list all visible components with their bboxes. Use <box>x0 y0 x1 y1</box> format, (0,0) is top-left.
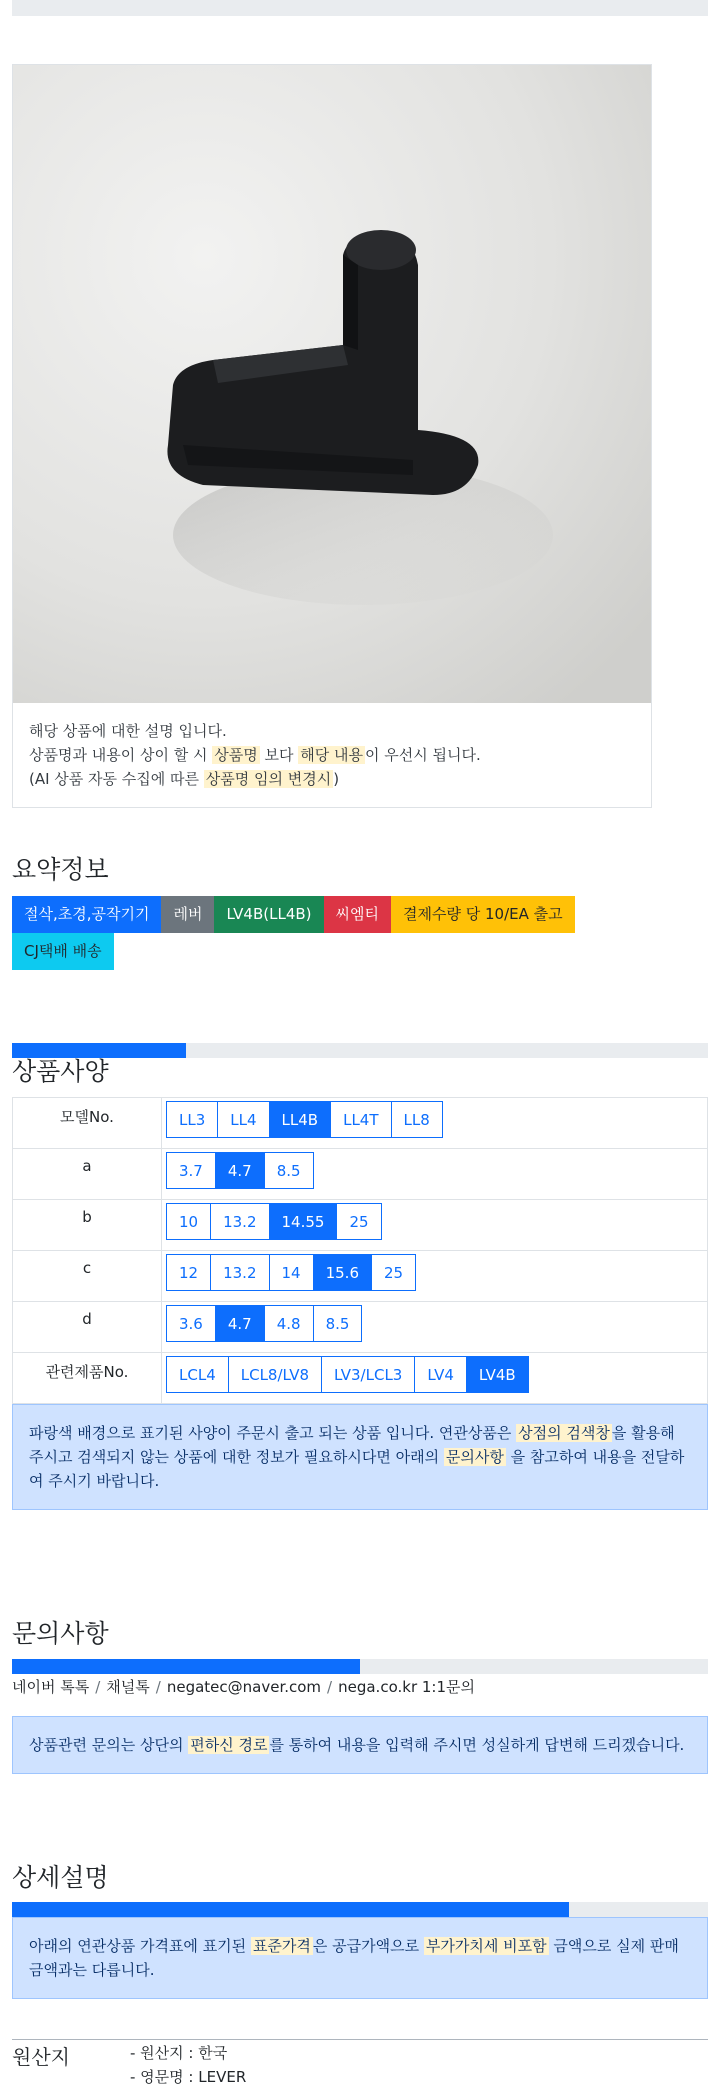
inquiry-title: 문의사항 <box>12 1619 109 1648</box>
inquiry-progress-fill <box>12 1659 360 1674</box>
note-text: 은 공급가액으로 <box>312 1937 424 1955</box>
contact-site-inquiry[interactable]: nega.co.kr 1:1문의 <box>338 1678 475 1696</box>
spec-option-button[interactable]: LL3 <box>166 1101 218 1138</box>
spec-options <box>162 1098 708 1149</box>
spec-option-button[interactable]: 4.8 <box>264 1305 314 1342</box>
highlight: 상품명 임의 변경시 <box>205 770 332 788</box>
spec-option-button[interactable]: 13.2 <box>210 1203 269 1240</box>
spec-option-button[interactable]: 12 <box>166 1254 211 1291</box>
spec-option-button[interactable]: 25 <box>336 1203 381 1240</box>
spec-option-button[interactable]: LCL8/LV8 <box>228 1356 322 1393</box>
spec-option-button[interactable]: LL4 <box>217 1101 269 1138</box>
desc-text: 상품명과 내용이 상이 할 시 <box>29 746 213 764</box>
note-text: 을 참고하여 내용을 전달하여 주시기 바랍니다. <box>29 1448 685 1490</box>
option-group <box>166 1152 703 1189</box>
badge-shipping: CJ택배 배송 <box>12 933 114 970</box>
spec-option-button[interactable]: LCL4 <box>166 1356 229 1393</box>
specs-progress <box>12 1043 708 1058</box>
option-group <box>166 1305 703 1342</box>
spec-row <box>13 1353 708 1404</box>
origin-country: - 원산지 : 한국 <box>130 2044 228 2062</box>
spec-option-button[interactable]: LL4B <box>269 1101 332 1138</box>
inquiry-note <box>12 1716 708 1774</box>
detail-title: 상세설명 <box>12 1863 109 1892</box>
separator: / <box>327 1678 333 1696</box>
spec-row <box>13 1098 708 1149</box>
badge-type: 레버 <box>161 896 214 933</box>
spec-option-button[interactable]: 4.7 <box>215 1152 265 1189</box>
origin-label: 원산지 <box>12 2045 70 2069</box>
spec-options <box>162 1302 708 1353</box>
origin-english-name: - 영문명 : LEVER <box>130 2068 247 2086</box>
note-text: 금액으로 실제 판매금액과는 다릅니다. <box>29 1937 679 1979</box>
product-description <box>29 719 639 791</box>
contact-email[interactable]: negatec@naver.com <box>166 1678 322 1696</box>
highlight: 상품명 <box>214 746 258 764</box>
spec-label: c <box>13 1251 162 1302</box>
spec-option-button[interactable]: LL8 <box>391 1101 443 1138</box>
spec-row <box>13 1302 708 1353</box>
highlight: 부가가치세 비포함 <box>425 1937 547 1955</box>
inquiry-progress <box>12 1659 708 1674</box>
badge-brand: 씨엠티 <box>324 896 391 933</box>
desc-text: ) <box>333 770 340 788</box>
note-text: 파랑색 배경으로 표기된 사양이 주문시 출고 되는 상품 입니다. 연관상품은 <box>29 1424 517 1442</box>
option-group <box>166 1203 703 1240</box>
desc-text: 보다 <box>259 746 299 764</box>
spec-options <box>162 1353 708 1404</box>
spec-option-button[interactable]: 25 <box>371 1254 416 1291</box>
separator: / <box>155 1678 161 1696</box>
detail-note <box>12 1917 708 1999</box>
spec-option-button[interactable]: 4.7 <box>215 1305 265 1342</box>
note-text: 아래의 연관상품 가격표에 표기된 <box>29 1937 251 1955</box>
desc-text: (AI 상품 자동 수집에 따른 <box>29 770 204 788</box>
spec-option-button[interactable]: 3.6 <box>166 1305 216 1342</box>
option-group <box>166 1254 703 1291</box>
spec-option-button[interactable]: LV4B <box>466 1356 529 1393</box>
highlight: 문의사항 <box>445 1448 504 1466</box>
desc-text: 이 우선시 됩니다. <box>364 746 481 764</box>
highlight: 표준가격 <box>252 1937 311 1955</box>
spec-row <box>13 1149 708 1200</box>
product-card <box>12 64 652 808</box>
spec-label: 관련제품No. <box>13 1353 162 1404</box>
note-text: 을 활용해 주시고 검색되지 않는 상품에 대한 정보가 필요하시다면 아래의 <box>29 1424 675 1466</box>
spec-option-button[interactable]: LL4T <box>330 1101 391 1138</box>
detail-progress <box>12 1902 708 1917</box>
summary-title: 요약정보 <box>12 855 109 884</box>
highlight: 상점의 검색창 <box>518 1424 610 1442</box>
highlight: 편하신 경로 <box>190 1736 268 1754</box>
product-image <box>13 65 651 703</box>
contact-channel-talk[interactable]: 채널톡 <box>106 1678 150 1696</box>
spec-label: a <box>13 1149 162 1200</box>
origin-list <box>130 2041 246 2088</box>
origin-divider <box>12 2039 708 2040</box>
summary-badges <box>12 896 632 970</box>
spec-option-button[interactable]: 8.5 <box>313 1305 363 1342</box>
specs-note <box>12 1404 708 1510</box>
spec-options <box>162 1251 708 1302</box>
option-group <box>166 1101 703 1138</box>
spec-label: 모델No. <box>13 1098 162 1149</box>
badge-model: LV4B(LL4B) <box>214 896 323 933</box>
note-text: 를 통하여 내용을 입력해 주시면 성실하게 답변해 드리겠습니다. <box>269 1736 685 1754</box>
spec-option-button[interactable]: 13.2 <box>210 1254 269 1291</box>
spec-option-button[interactable]: 10 <box>166 1203 211 1240</box>
spec-label: b <box>13 1200 162 1251</box>
spec-option-button[interactable]: 14 <box>269 1254 314 1291</box>
spec-row <box>13 1251 708 1302</box>
spec-row <box>13 1200 708 1251</box>
spec-option-button[interactable]: 15.6 <box>313 1254 372 1291</box>
spec-option-button[interactable]: 3.7 <box>166 1152 216 1189</box>
spec-option-button[interactable]: LV4 <box>414 1356 467 1393</box>
note-text: 상품관련 문의는 상단의 <box>29 1736 189 1754</box>
badge-category: 절삭,초경,공작기기 <box>12 896 161 933</box>
desc-line1: 해당 상품에 대한 설명 입니다. <box>29 722 227 740</box>
spec-option-button[interactable]: 8.5 <box>264 1152 314 1189</box>
contact-links <box>12 1676 475 1697</box>
contact-naver-talk[interactable]: 네이버 톡톡 <box>12 1678 90 1696</box>
top-bar <box>12 0 708 16</box>
highlight: 해당 내용 <box>300 746 363 764</box>
detail-progress-fill <box>12 1902 569 1917</box>
spec-option-button[interactable]: LV3/LCL3 <box>321 1356 415 1393</box>
separator: / <box>95 1678 101 1696</box>
spec-label: d <box>13 1302 162 1353</box>
spec-table <box>12 1097 708 1404</box>
spec-options <box>162 1149 708 1200</box>
spec-option-button[interactable]: 14.55 <box>269 1203 338 1240</box>
spec-options <box>162 1200 708 1251</box>
option-group <box>166 1356 703 1393</box>
specs-title: 상품사양 <box>12 1057 109 1086</box>
badge-quantity: 결제수량 당 10/EA 출고 <box>391 896 575 933</box>
